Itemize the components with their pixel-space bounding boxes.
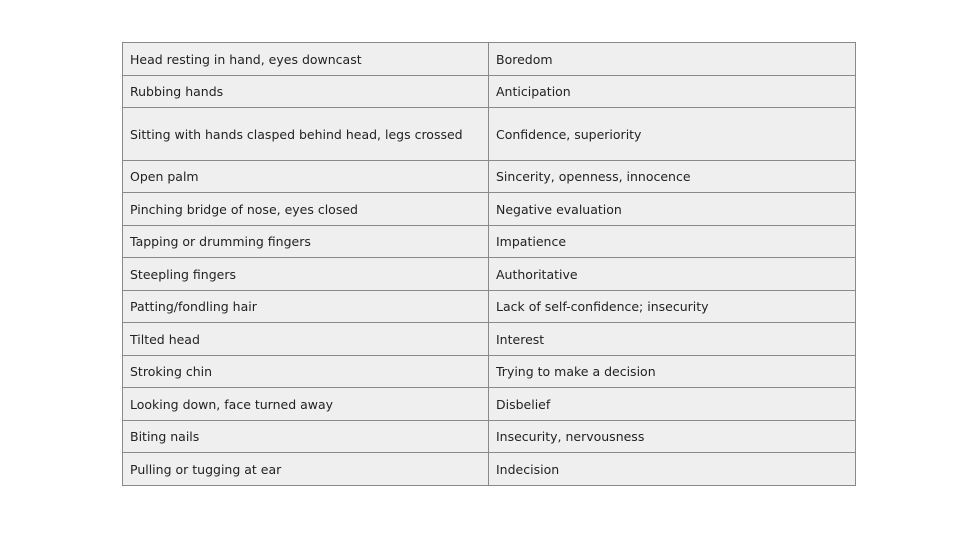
gesture-cell: Head resting in hand, eyes downcast — [123, 43, 489, 76]
meaning-cell: Interest — [489, 323, 856, 356]
meaning-cell: Anticipation — [489, 76, 856, 108]
table-row — [123, 76, 856, 108]
meaning-cell: Confidence, superiority — [489, 108, 856, 161]
meaning-cell: Trying to make a decision — [489, 356, 856, 388]
table-row — [123, 258, 856, 291]
gesture-cell: Patting/fondling hair — [123, 291, 489, 323]
meaning-cell: Negative evaluation — [489, 193, 856, 226]
table-row — [123, 108, 856, 161]
table-row — [123, 43, 856, 76]
gesture-cell: Tapping or drumming fingers — [123, 226, 489, 258]
table-row — [123, 226, 856, 258]
gesture-cell: Tilted head — [123, 323, 489, 356]
table-row — [123, 161, 856, 193]
meaning-cell: Lack of self-confidence; insecurity — [489, 291, 856, 323]
meaning-cell: Insecurity, nervousness — [489, 421, 856, 453]
table-row — [123, 356, 856, 388]
table-row — [123, 193, 856, 226]
gesture-cell: Rubbing hands — [123, 76, 489, 108]
meaning-cell: Disbelief — [489, 388, 856, 421]
body-language-table — [122, 42, 825, 486]
meaning-cell: Sincerity, openness, innocence — [489, 161, 856, 193]
table-row — [123, 388, 856, 421]
gesture-cell: Biting nails — [123, 421, 489, 453]
gesture-cell: Pulling or tugging at ear — [123, 453, 489, 486]
meaning-cell: Authoritative — [489, 258, 856, 291]
table-row — [123, 453, 856, 486]
meaning-cell: Boredom — [489, 43, 856, 76]
meaning-cell: Impatience — [489, 226, 856, 258]
gesture-cell: Sitting with hands clasped behind head, legs crossed — [123, 108, 489, 161]
gesture-cell: Looking down, face turned away — [123, 388, 489, 421]
gesture-cell: Stroking chin — [123, 356, 489, 388]
table-row — [123, 421, 856, 453]
table-row — [123, 291, 856, 323]
gesture-cell: Open palm — [123, 161, 489, 193]
meaning-cell: Indecision — [489, 453, 856, 486]
gesture-cell: Steepling fingers — [123, 258, 489, 291]
gesture-meaning-table — [122, 42, 856, 486]
gesture-cell: Pinching bridge of nose, eyes closed — [123, 193, 489, 226]
table-row — [123, 323, 856, 356]
